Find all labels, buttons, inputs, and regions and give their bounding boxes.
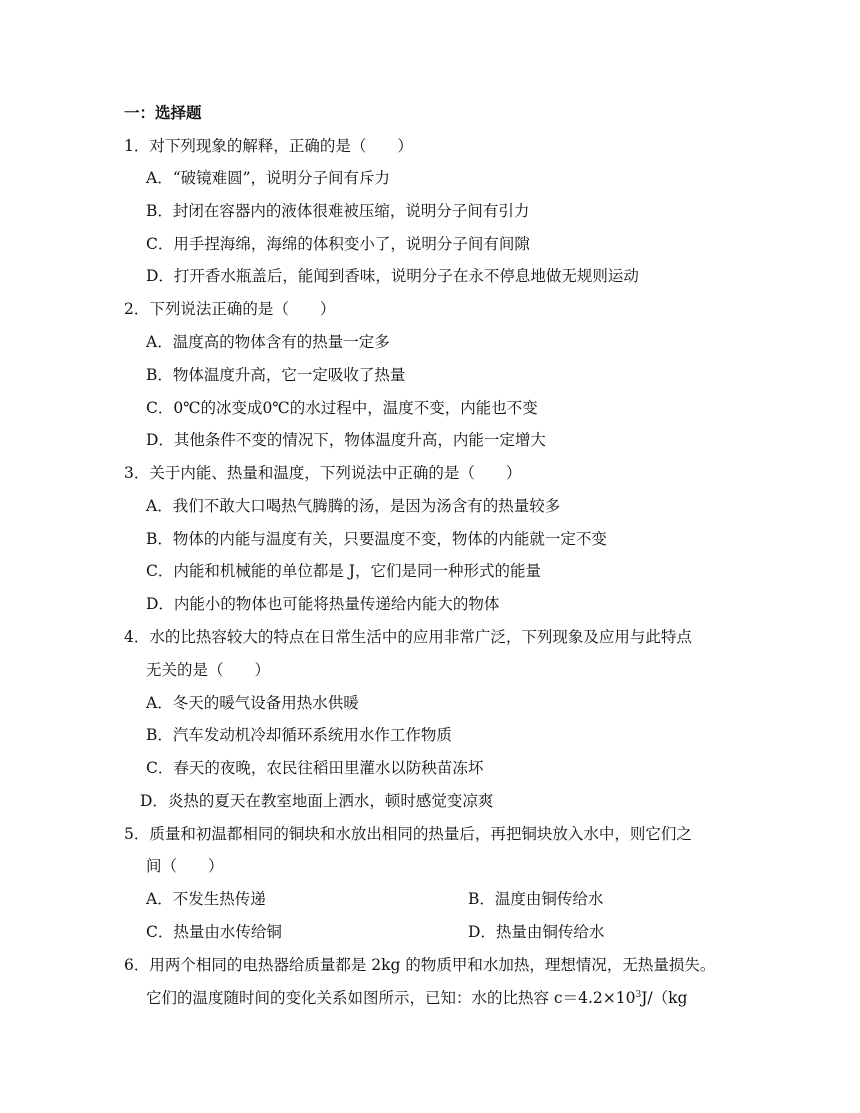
question-5-stem-line-2: 间（ ）: [146, 857, 224, 875]
question-6-stem-line-2: [146, 988, 687, 1008]
question-5-option-a: A．不发生热传递: [146, 890, 266, 908]
question-2-option-b: B．物体温度升高，它一定吸收了热量: [146, 366, 406, 384]
question-5-option-b: B．温度由铜传给水: [468, 890, 604, 908]
question-2-option-a: A．温度高的物体含有的热量一定多: [146, 333, 390, 351]
question-1-option-d: D．打开香水瓶盖后，能闻到香味，说明分子在永不停息地做无规则运动: [146, 267, 639, 285]
question-1-stem: 1．对下列现象的解释，正确的是（ ）: [124, 137, 413, 155]
question-1-option-c: C．用手捏海绵，海绵的体积变小了，说明分子间有间隙: [146, 235, 530, 253]
question-2-option-d: D．其他条件不变的情况下，物体温度升高，内能一定增大: [146, 431, 546, 449]
question-1-option-b: B．封闭在容器内的液体很难被压缩，说明分子间有引力: [146, 202, 530, 220]
question-4-stem-line-1: 4．水的比热容较大的特点在日常生活中的应用非常广泛，下列现象及应用与此特点: [124, 628, 692, 646]
question-4-option-c: C．春天的夜晚，农民往稻田里灌水以防秧苗冻坏: [146, 759, 484, 777]
question-3-option-c: C．内能和机械能的单位都是 J，它们是同一种形式的能量: [146, 562, 542, 580]
question-3-option-b: B．物体的内能与温度有关，只要温度不变，物体的内能就一定不变: [146, 530, 607, 548]
section-title: 一：选择题: [124, 103, 202, 122]
exponent-superscript: 3: [635, 989, 642, 1000]
question-3-option-a: A．我们不敢大口喝热气腾腾的汤，是因为汤含有的热量较多: [146, 497, 561, 515]
question-5-option-c: C．热量由水传给铜: [146, 923, 282, 941]
question-6-stem-line-1: 6．用两个相同的电热器给质量都是 2kg 的物质甲和水加热，理想情况，无热量损失。: [124, 956, 716, 974]
question-3-stem: 3．关于内能、热量和温度，下列说法中正确的是（ ）: [124, 464, 522, 482]
question-5-option-d: D．热量由铜传给水: [468, 923, 605, 941]
question-4-option-a: A．冬天的暖气设备用热水供暖: [146, 694, 359, 712]
question-2-stem: 2．下列说法正确的是（ ）: [124, 300, 336, 318]
question-6-stem-line-2-part-a: 它们的温度随时间的变化关系如图所示，已知：水的比热容 c＝4.2×10: [146, 989, 636, 1007]
question-4-option-b: B．汽车发动机冷却循环系统用水作工作物质: [146, 726, 452, 744]
question-6-stem-line-2-part-b: J/（kg: [641, 989, 688, 1007]
question-4-stem-line-2: 无关的是（ ）: [146, 661, 271, 679]
question-2-option-c: C．0℃的冰变成0℃的水过程中，温度不变，内能也不变: [146, 399, 538, 417]
question-3-option-d: D．内能小的物体也可能将热量传递给内能大的物体: [146, 595, 500, 613]
question-4-option-d: D．炎热的夏天在教室地面上洒水，顿时感觉变凉爽: [140, 792, 494, 810]
question-1-option-a: A．“破镜难圆”，说明分子间有斥力: [146, 169, 391, 187]
question-5-stem-line-1: 5．质量和初温都相同的铜块和水放出相同的热量后，再把铜块放入水中，则它们之: [124, 825, 692, 843]
